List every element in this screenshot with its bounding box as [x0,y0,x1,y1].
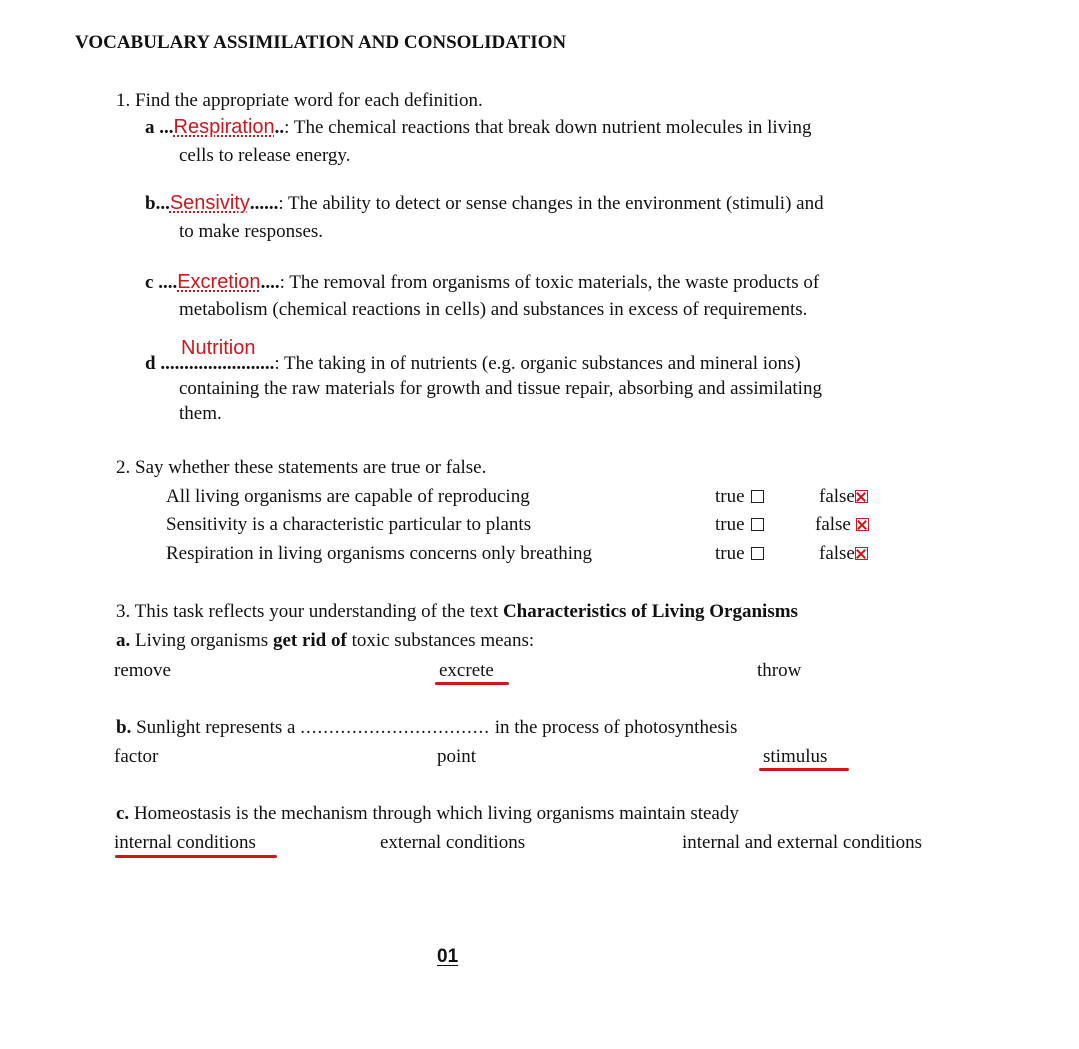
q3c-text: Homeostasis is the mechanism through which living organisms maintain steady [129,803,739,824]
q1-instruction: 1. Find the appropriate word for each definition. [116,90,483,111]
q1-d-letter: d [145,353,156,374]
q2-false-option-3[interactable] [819,543,868,565]
q1-c-definition-cont: metabolism (chemical reactions in cells) and substances in excess of requirements. [179,299,808,320]
q3b-prefix: b. [116,717,132,738]
q3-instruction-text: 3. This task reflects your understanding of the text [116,601,503,622]
q3c-prefix: c. [116,803,130,824]
q2-true-label-3: true [715,543,745,564]
q3a-text-before: Living organisms [130,630,273,651]
q1-c-dots-trail: .... [260,272,280,293]
page-title: VOCABULARY ASSIMILATION AND CONSOLIDATION [75,32,567,53]
q1-d-definition-cont: containing the raw materials for growth and tissue repair, absorbing and assimilating [179,378,822,399]
q3b-question [116,717,737,739]
q2-statement-1: All living organisms are capable of reproducing [166,486,530,507]
q3c-option-internal[interactable]: internal conditions [114,832,256,853]
page-number: 01 [437,946,459,967]
q1-item-b [145,192,824,215]
q1-b-definition-cont: to make responses. [179,221,324,242]
q2-false-option-2[interactable] [815,514,869,536]
q2-false-label-3: false [819,543,855,564]
q2-false-label-1: false [819,486,855,507]
q3c-option-external[interactable]: external conditions [380,832,526,853]
q3c-option-both[interactable]: internal and external conditions [682,832,923,853]
q1-item-d [145,353,801,375]
q1-a-dots-trail: .. [274,117,285,138]
q1-item-c [145,271,819,294]
q2-statement-2: Sensitivity is a characteristic particular to plants [166,514,532,535]
q3a-option-excrete[interactable]: excrete [439,660,494,681]
answer-underline [115,855,277,858]
q3-text-title: Characteristics of Living Organisms [502,601,798,622]
q2-true-label-2: true [715,514,745,535]
q1-b-definition: : The ability to detect or sense changes in the environment (stimuli) and [278,193,824,214]
q3a-prefix: a. [116,630,131,651]
true-checkbox-icon[interactable] [751,518,764,531]
q2-instruction: 2. Say whether these statements are true or false. [116,457,487,478]
q2-true-label-1: true [715,486,745,507]
checked-x-checkbox-icon[interactable] [855,490,868,503]
q1-b-answer: Sensivity [169,192,250,214]
q2-statement-3: Respiration in living organisms concerns only breathing [166,543,593,564]
checked-x-checkbox-icon[interactable] [855,547,868,560]
q1-a-definition: : The chemical reactions that break down nutrient molecules in living [284,117,812,138]
q3a-option-remove[interactable]: remove [114,660,171,681]
q1-c-definition: : The removal from organisms of toxic materials, the waste products of [279,272,820,293]
answer-underline [759,768,849,771]
q1-c-dots-lead: .... [153,272,178,293]
q3a-text-bold: get rid of [272,630,347,651]
q1-a-answer: Respiration [173,116,275,138]
q3b-text-after: in the process of photosynthesis [489,717,738,738]
checked-x-checkbox-icon[interactable] [856,518,869,531]
q1-d-answer: Nutrition [181,337,256,359]
q1-a-letter: a [145,117,155,138]
q3a-text-after: toxic substances means: [346,630,535,651]
q3a-option-throw[interactable]: throw [757,660,802,681]
q1-a-definition-cont: cells to release energy. [179,145,351,166]
answer-underline [435,682,509,685]
q1-a-dots-lead: ... [154,117,174,138]
q3b-option-stimulus[interactable]: stimulus [763,746,828,767]
true-checkbox-icon[interactable] [751,547,764,560]
q3b-blank: ................................. [300,717,490,738]
q2-false-option-1[interactable] [819,486,868,508]
q3b-option-point[interactable]: point [437,746,477,767]
q1-c-letter: c [145,272,154,293]
q3b-text-before: Sunlight represents a [131,717,301,738]
q1-c-answer: Excretion [177,271,261,293]
q2-false-label-2: false [815,514,851,535]
q2-true-option-3[interactable] [715,543,764,565]
q1-b-dots-lead: ... [155,193,170,214]
q1-d-definition-cont2: them. [179,403,222,424]
q3-instruction [116,601,798,623]
q2-true-option-1[interactable] [715,486,764,508]
q1-d-definition: : The taking in of nutrients (e.g. organic substances and mineral ions) [274,353,801,374]
q3b-option-factor[interactable]: factor [114,746,159,767]
true-checkbox-icon[interactable] [751,490,764,503]
q1-item-a [145,116,811,139]
q3c-question [116,803,739,825]
q1-d-dots: ........................ [155,353,275,374]
q1-b-dots-trail: ...... [249,193,279,214]
q1-b-letter: b [145,193,156,214]
q2-true-option-2[interactable] [715,514,764,536]
q3a-question [116,630,534,652]
